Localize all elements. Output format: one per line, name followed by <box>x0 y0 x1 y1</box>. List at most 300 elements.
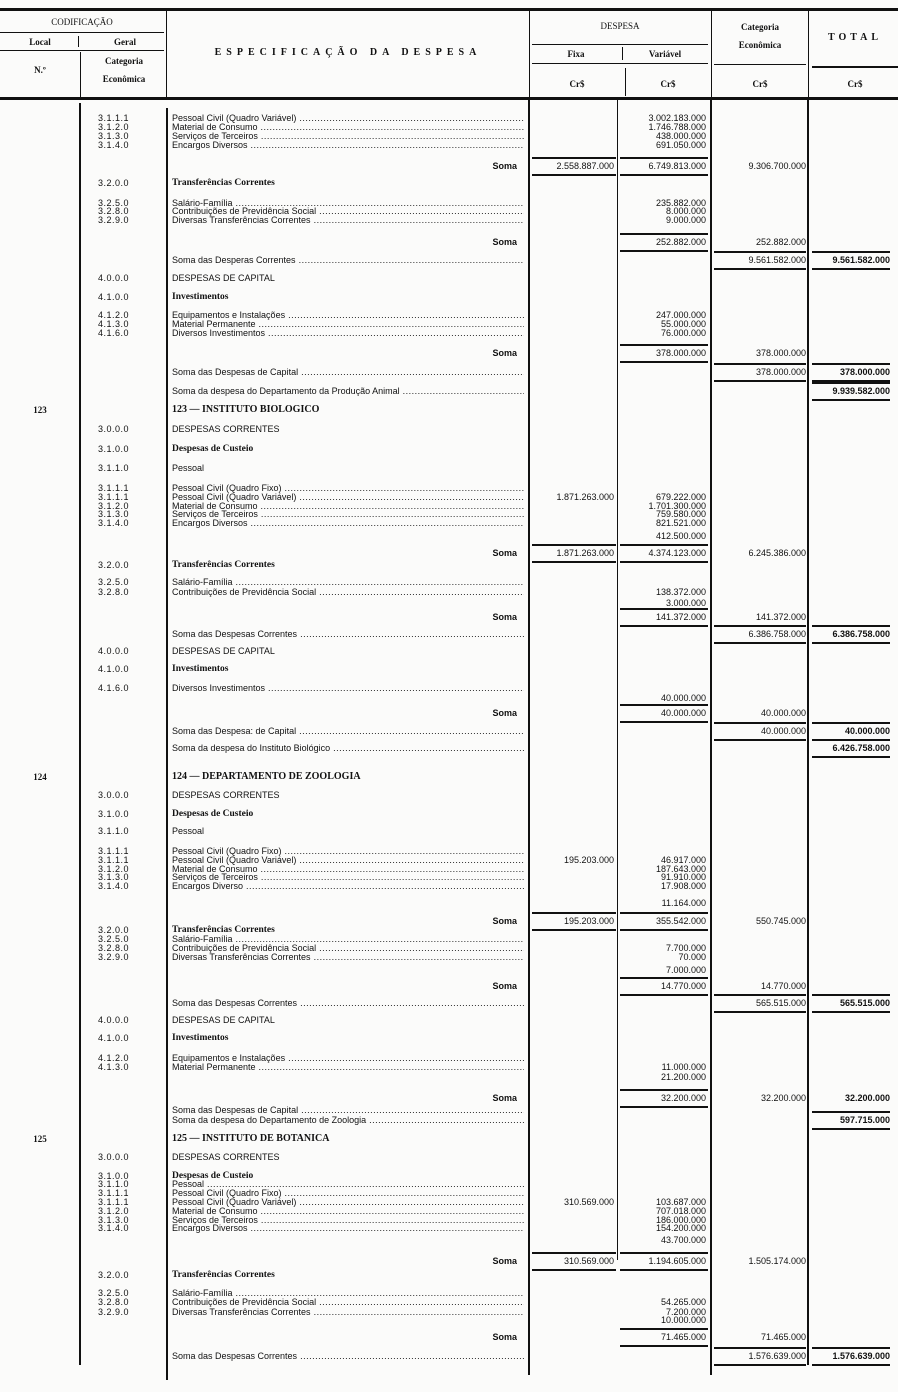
specification-text: Serviços de Terceiros ..... <box>172 1215 524 1225</box>
category-code: 3.1.1.1 <box>98 1188 130 1198</box>
table-row <box>0 612 898 622</box>
sum-rule <box>620 361 708 363</box>
table-row <box>0 1297 898 1307</box>
specification-text: Investimentos <box>172 664 229 674</box>
sum-rule <box>812 1364 890 1366</box>
variavel-value: 76.000.000 <box>660 328 706 338</box>
specification-text: Salário-Família ..... <box>172 934 524 944</box>
table-row <box>0 981 898 991</box>
divider <box>529 10 530 98</box>
specification-text: Pessoal Civil (Quadro Fixo) ..... <box>172 483 524 493</box>
table-row <box>0 790 898 800</box>
variavel-value: 187.643.000 <box>655 864 706 874</box>
table-row <box>0 237 898 247</box>
sum-rule <box>714 1364 806 1366</box>
table-row <box>0 444 898 454</box>
specification-text: Contribuições de Previdência Social ..... <box>172 206 524 216</box>
sum-rule <box>620 561 708 563</box>
table-row <box>0 424 898 434</box>
rule <box>0 32 164 33</box>
variavel-value: 235.882.000 <box>655 198 706 208</box>
sum-rule <box>812 739 890 741</box>
variavel-value: 9.000.000 <box>665 215 706 225</box>
variavel-value: 11.000.000 <box>661 1062 706 1072</box>
category-code: 3.1.2.0 <box>98 122 130 132</box>
sum-rule <box>532 561 616 563</box>
sum-rule <box>532 174 616 176</box>
table-row <box>0 1072 898 1082</box>
divider <box>808 10 809 98</box>
variavel-value: 43.700.000 <box>660 1235 706 1245</box>
categoria-economica-value: 14.770.000 <box>760 981 806 991</box>
variavel-value: 247.000.000 <box>655 310 706 320</box>
sum-rule <box>714 722 806 724</box>
table-row <box>0 1093 898 1103</box>
local-number: 123 <box>33 405 47 415</box>
variavel-value: 6.749.813.000 <box>648 161 706 171</box>
specification-text: Investimentos <box>172 1033 229 1043</box>
sum-rule <box>812 399 890 401</box>
specification-text: DESPESAS DE CAPITAL <box>172 646 275 656</box>
specification-text: Transferências Correntes <box>172 178 275 188</box>
specification-text: Salário-Família ..... <box>172 198 524 208</box>
total-value: 6.426.758.000 <box>832 743 890 753</box>
fixa-value: 310.569.000 <box>563 1197 614 1207</box>
header-numero: N.º <box>34 65 46 75</box>
variavel-value: 55.000.000 <box>660 319 706 329</box>
category-code: 3.2.5.0 <box>98 1288 130 1298</box>
variavel-value: 71.465.000 <box>660 1332 706 1342</box>
specification-text: Soma da despesa do Instituto Biológico ..... <box>172 743 524 753</box>
specification-text: Investimentos <box>172 292 229 302</box>
divider <box>80 52 81 98</box>
variavel-value: 14.770.000 <box>660 981 706 991</box>
category-code: 3.1.3.0 <box>98 1215 130 1225</box>
table-row <box>0 646 898 656</box>
sum-rule <box>532 157 616 159</box>
specification-text: Soma da despesa do Departamento da Produção Animal ..... <box>172 386 524 396</box>
category-code: 3.1.4.0 <box>98 881 130 891</box>
category-code: 3.2.8.0 <box>98 206 130 216</box>
category-code: 3.2.9.0 <box>98 952 130 962</box>
currency-categoria: Cr$ <box>752 79 768 89</box>
variavel-value: 11.164.000 <box>661 898 706 908</box>
category-code: 3.1.3.0 <box>98 131 130 141</box>
specification-text: Diversos Investimentos ..... <box>172 683 524 693</box>
sum-rule <box>620 1269 708 1271</box>
specification-text: Pessoal Civil (Quadro Variável) ..... <box>172 1197 524 1207</box>
specification-text: Transferências Correntes <box>172 1270 275 1280</box>
specification-text: Serviços de Terceiros ..... <box>172 509 524 519</box>
variavel-value: 412.500.000 <box>655 531 706 541</box>
header-especificacao: ESPECIFICAÇÃO DA DESPESA <box>214 47 482 58</box>
categoria-economica-value: 550.745.000 <box>755 916 806 926</box>
specification-text: Pessoal Civil (Quadro Fixo) ..... <box>172 1188 524 1198</box>
table-row <box>0 965 898 975</box>
sum-rule <box>812 251 890 253</box>
specification-text: Contribuições de Previdência Social ..... <box>172 943 524 953</box>
specification-text: Diversas Transferências Correntes ..... <box>172 215 524 225</box>
variavel-value: 438.000.000 <box>655 131 706 141</box>
sum-rule <box>620 1106 708 1108</box>
table-row <box>0 348 898 358</box>
category-code: 3.1.4.0 <box>98 518 130 528</box>
specification-text: Pessoal <box>172 463 205 473</box>
total-value: 40.000.000 <box>844 726 890 736</box>
rule <box>714 64 806 65</box>
header-codificacao: CODIFICAÇÃO <box>51 17 113 27</box>
sum-rule <box>812 994 890 996</box>
sum-rule <box>620 721 708 723</box>
category-code: 3.1.1.1 <box>98 846 130 856</box>
category-code: 4.1.3.0 <box>98 1062 130 1072</box>
category-code: 3.2.5.0 <box>98 577 130 587</box>
specification-text: Soma das Despesas Correntes ..... <box>172 629 524 639</box>
sum-rule <box>812 363 890 365</box>
currency-total: Cr$ <box>847 79 863 89</box>
category-code: 4.1.0.0 <box>98 1033 130 1043</box>
table-row <box>0 518 898 528</box>
variavel-value: 691.050.000 <box>655 140 706 150</box>
sum-rule <box>620 1089 708 1091</box>
total-value: 6.386.758.000 <box>832 629 890 639</box>
category-code: 3.0.0.0 <box>98 424 130 434</box>
table-row <box>0 1134 898 1144</box>
category-code: 3.1.0.0 <box>98 809 130 819</box>
specification-text: Pessoal Civil (Quadro Fixo) ..... <box>172 846 524 856</box>
table-row <box>0 463 898 473</box>
divider <box>166 10 167 98</box>
category-code: 3.2.5.0 <box>98 198 130 208</box>
specification-text: Diversas Transferências Correntes ..... <box>172 952 524 962</box>
category-code: 4.1.0.0 <box>98 664 130 674</box>
specification-text: Soma das Despesas Correntes ..... <box>172 998 524 1008</box>
sum-rule <box>620 977 708 979</box>
sum-rule <box>620 994 708 996</box>
specification-text: Soma <box>492 1093 517 1103</box>
variavel-value: 154.200.000 <box>655 1223 706 1233</box>
header-total: TOTAL <box>827 32 883 43</box>
category-code: 3.1.4.0 <box>98 140 130 150</box>
sum-rule <box>620 233 708 235</box>
table-row <box>0 693 898 703</box>
specification-text: DESPESAS CORRENTES <box>172 790 280 800</box>
header-categoria: Categoria <box>105 56 143 66</box>
table-row <box>0 598 898 608</box>
category-code: 3.1.1.0 <box>98 1179 130 1189</box>
total-value: 1.576.639.000 <box>832 1351 890 1361</box>
specification-text: Encargos Diversos ..... <box>172 518 524 528</box>
variavel-value: 103.687.000 <box>655 1197 706 1207</box>
table-row <box>0 683 898 693</box>
variavel-value: 355.542.000 <box>655 916 706 926</box>
table-row <box>0 548 898 558</box>
specification-text: Soma <box>492 916 517 926</box>
variavel-value: 707.018.000 <box>655 1206 706 1216</box>
total-value: 565.515.000 <box>839 998 890 1008</box>
sum-rule <box>532 1252 616 1254</box>
table-row <box>0 898 898 908</box>
category-code: 3.2.9.0 <box>98 1307 130 1317</box>
variavel-value: 21.200.000 <box>660 1072 706 1082</box>
sum-rule <box>714 251 806 253</box>
sum-rule <box>620 174 708 176</box>
sum-rule <box>714 994 806 996</box>
fixa-value: 310.569.000 <box>563 1256 614 1266</box>
header-despesa: DESPESA <box>600 21 640 31</box>
fixa-value: 1.871.263.000 <box>556 548 614 558</box>
sum-rule <box>812 1111 890 1113</box>
fixa-value: 2.558.887.000 <box>556 161 614 171</box>
table-row <box>0 629 898 639</box>
specification-text: Salário-Família ..... <box>172 577 524 587</box>
category-code: 3.1.1.1 <box>98 113 130 123</box>
table-row <box>0 587 898 597</box>
specification-text: Soma <box>492 1332 517 1342</box>
variavel-value: 186.000.000 <box>655 1215 706 1225</box>
rule <box>812 66 898 68</box>
table-row <box>0 1115 898 1125</box>
variavel-value: 7.700.000 <box>665 943 706 953</box>
specification-text: Soma <box>492 348 517 358</box>
specification-text: Diversas Transferências Correntes ..... <box>172 1307 524 1317</box>
variavel-value: 759.580.000 <box>655 509 706 519</box>
table-row <box>0 809 898 819</box>
specification-text: Soma <box>492 981 517 991</box>
specification-text: Material de Consumo ..... <box>172 501 524 511</box>
header-variavel: Variável <box>648 49 682 59</box>
table-row <box>0 405 898 415</box>
table-row <box>0 952 898 962</box>
specification-text: Transferências Correntes <box>172 925 275 935</box>
specification-text: 123 — INSTITUTO BIOLÓGICO <box>172 405 320 415</box>
table-row <box>0 1351 898 1361</box>
table-row <box>0 1062 898 1072</box>
sum-rule <box>812 756 890 758</box>
table-row <box>0 881 898 891</box>
category-code: 3.1.1.1 <box>98 492 130 502</box>
categoria-economica-value: 378.000.000 <box>755 367 806 377</box>
specification-text: Pessoal Civil (Quadro Variável) ..... <box>172 113 524 123</box>
category-code: 3.2.0.0 <box>98 178 130 188</box>
fixa-value: 195.203.000 <box>563 855 614 865</box>
category-code: 3.1.1.1 <box>98 1197 130 1207</box>
category-code: 3.2.0.0 <box>98 925 130 935</box>
specification-text: Encargos Diversos ..... <box>172 1223 524 1233</box>
variavel-value: 141.372.000 <box>655 612 706 622</box>
specification-text: Salário-Família ..... <box>172 1288 524 1298</box>
table-row <box>0 1315 898 1325</box>
category-code: 3.2.5.0 <box>98 934 130 944</box>
specification-text: Soma <box>492 548 517 558</box>
specification-text: Soma das Despesas Correntes ..... <box>172 1351 524 1361</box>
sum-rule <box>620 1328 708 1330</box>
sum-rule <box>812 382 890 384</box>
sum-rule <box>620 929 708 931</box>
variavel-value: 3.000.000 <box>665 598 706 608</box>
total-value: 32.200.000 <box>844 1093 890 1103</box>
category-code: 3.1.1.1 <box>98 483 130 493</box>
sum-rule <box>620 544 708 546</box>
category-code: 3.2.8.0 <box>98 587 130 597</box>
sum-rule <box>714 1347 806 1349</box>
specification-text: Serviços de Terceiros ..... <box>172 131 524 141</box>
table-row <box>0 998 898 1008</box>
category-code: 3.2.0.0 <box>98 1270 130 1280</box>
category-code: 4.1.0.0 <box>98 292 130 302</box>
table-row <box>0 772 898 782</box>
table-row <box>0 161 898 171</box>
table-row <box>0 743 898 753</box>
table-row <box>0 215 898 225</box>
total-value: 597.715.000 <box>839 1115 890 1125</box>
specification-text: Soma das Despesas de Capital ..... <box>172 1105 524 1115</box>
specification-text: Pessoal <box>172 826 205 836</box>
sum-rule <box>620 157 708 159</box>
specification-text: Soma das Despesa: de Capital ..... <box>172 726 524 736</box>
currency-fixa: Cr$ <box>569 79 585 89</box>
category-code: 4.1.2.0 <box>98 310 130 320</box>
sum-rule <box>812 268 890 270</box>
categoria-economica-value: 32.200.000 <box>760 1093 806 1103</box>
table-row <box>0 1015 898 1025</box>
table-row <box>0 560 898 570</box>
sum-rule <box>714 625 806 627</box>
category-code: 3.2.8.0 <box>98 1297 130 1307</box>
total-value: 9.939.582.000 <box>832 386 890 396</box>
specification-text: Soma <box>492 1256 517 1266</box>
category-code: 3.1.2.0 <box>98 501 130 511</box>
sum-rule <box>532 544 616 546</box>
specification-text: Encargos Diversos ..... <box>172 140 524 150</box>
sum-rule <box>812 625 890 627</box>
sum-rule <box>812 642 890 644</box>
category-code: 3.2.8.0 <box>98 943 130 953</box>
sum-rule <box>812 1011 890 1013</box>
top-rule <box>0 8 898 11</box>
sum-rule <box>532 929 616 931</box>
category-code: 3.2.0.0 <box>98 560 130 570</box>
categoria-economica-value: 9.306.700.000 <box>748 161 806 171</box>
sum-rule <box>620 704 708 706</box>
specification-text: Diversos Investimentos ..... <box>172 328 524 338</box>
specification-text: Serviços de Terceiros ..... <box>172 872 524 882</box>
category-code: 3.1.0.0 <box>98 1171 130 1181</box>
rule <box>532 63 708 64</box>
sum-rule <box>620 625 708 627</box>
specification-text: Pessoal Civil (Quadro Variável) ..... <box>172 492 524 502</box>
sum-rule <box>714 363 806 365</box>
variavel-value: 1.701.300.000 <box>648 501 706 511</box>
specification-text: Material Permanente ..... <box>172 319 524 329</box>
categoria-economica-value: 378.000.000 <box>755 348 806 358</box>
sum-rule <box>532 1269 616 1271</box>
specification-text: DESPESAS DE CAPITAL <box>172 273 275 283</box>
sum-rule <box>620 250 708 252</box>
variavel-value: 138.372.000 <box>655 587 706 597</box>
specification-text: Soma das Desperas Correntes ..... <box>172 255 524 265</box>
specification-text: Equipamentos e Instalações ..... <box>172 310 524 320</box>
specification-text: Material de Consumo ..... <box>172 122 524 132</box>
category-code: 3.1.3.0 <box>98 509 130 519</box>
specification-text: Despesas de Custeio <box>172 809 254 819</box>
categoria-economica-value: 6.386.758.000 <box>748 629 806 639</box>
variavel-value: 91.910.000 <box>660 872 706 882</box>
sum-rule <box>714 642 806 644</box>
categoria-economica-value: 252.882.000 <box>755 237 806 247</box>
variavel-value: 10.000.000 <box>660 1315 706 1325</box>
variavel-value: 1.194.605.000 <box>648 1256 706 1266</box>
specification-text: DESPESAS CORRENTES <box>172 1152 280 1162</box>
variavel-value: 17.908.000 <box>660 881 706 891</box>
sum-rule <box>620 1345 708 1347</box>
variavel-value: 32.200.000 <box>660 1093 706 1103</box>
sum-rule <box>812 722 890 724</box>
variavel-value: 8.000.000 <box>665 206 706 216</box>
categoria-economica-value: 40.000.000 <box>760 708 806 718</box>
header-bottom-rule <box>0 97 898 100</box>
specification-text: Material Permanente ..... <box>172 1062 524 1072</box>
specification-text: Soma da despesa do Departamento de Zoologia ..... <box>172 1115 524 1125</box>
specification-text: Despesas de Custeio <box>172 1171 254 1181</box>
divider <box>711 10 712 98</box>
specification-text: Equipamentos e Instalações ..... <box>172 1053 524 1063</box>
sum-rule <box>714 380 806 382</box>
categoria-economica-value: 141.372.000 <box>755 612 806 622</box>
category-code: 3.1.3.0 <box>98 872 130 882</box>
categoria-economica-value: 71.465.000 <box>760 1332 806 1342</box>
category-code: 4.1.6.0 <box>98 328 130 338</box>
table-row <box>0 826 898 836</box>
specification-text: Soma <box>492 237 517 247</box>
sum-rule <box>620 344 708 346</box>
table-row <box>0 577 898 587</box>
sum-rule <box>812 1128 890 1130</box>
sum-rule <box>714 268 806 270</box>
table-row <box>0 1152 898 1162</box>
table-row <box>0 708 898 718</box>
categoria-economica-value: 6.245.386.000 <box>748 548 806 558</box>
header-economica: Econômica <box>102 74 146 84</box>
category-code: 3.1.4.0 <box>98 1223 130 1233</box>
variavel-value: 70.000 <box>678 952 706 962</box>
specification-text: Encargos Diverso ..... <box>172 881 524 891</box>
header-local: Local <box>29 37 51 47</box>
specification-text: Soma das Despesas de Capital ..... <box>172 367 524 377</box>
specification-text: Contribuições de Previdência Social ..... <box>172 1297 524 1307</box>
variavel-value: 4.374.123.000 <box>648 548 706 558</box>
table-row <box>0 328 898 338</box>
category-code: 4.0.0.0 <box>98 646 130 656</box>
variavel-value: 821.521.000 <box>655 518 706 528</box>
category-code: 4.0.0.0 <box>98 1015 130 1025</box>
specification-text: Pessoal Civil (Quadro Variável) ..... <box>172 855 524 865</box>
specification-text: Transferências Correntes <box>172 560 275 570</box>
sum-rule <box>714 739 806 741</box>
category-code: 3.1.1.0 <box>98 463 130 473</box>
variavel-value: 378.000.000 <box>655 348 706 358</box>
specification-text: Soma <box>492 161 517 171</box>
category-code: 4.1.3.0 <box>98 319 130 329</box>
categoria-economica-value: 1.576.639.000 <box>748 1351 806 1361</box>
specification-text: 124 — DEPARTAMENTO DE ZOOLOGIA <box>172 772 361 782</box>
fixa-value: 195.203.000 <box>563 916 614 926</box>
category-code: 3.2.9.0 <box>98 215 130 225</box>
variavel-value: 7.000.000 <box>665 965 706 975</box>
categoria-economica-value: 9.561.582.000 <box>748 255 806 265</box>
categoria-economica-value: 40.000.000 <box>760 726 806 736</box>
specification-text: Contribuições de Previdência Social ..... <box>172 587 524 597</box>
